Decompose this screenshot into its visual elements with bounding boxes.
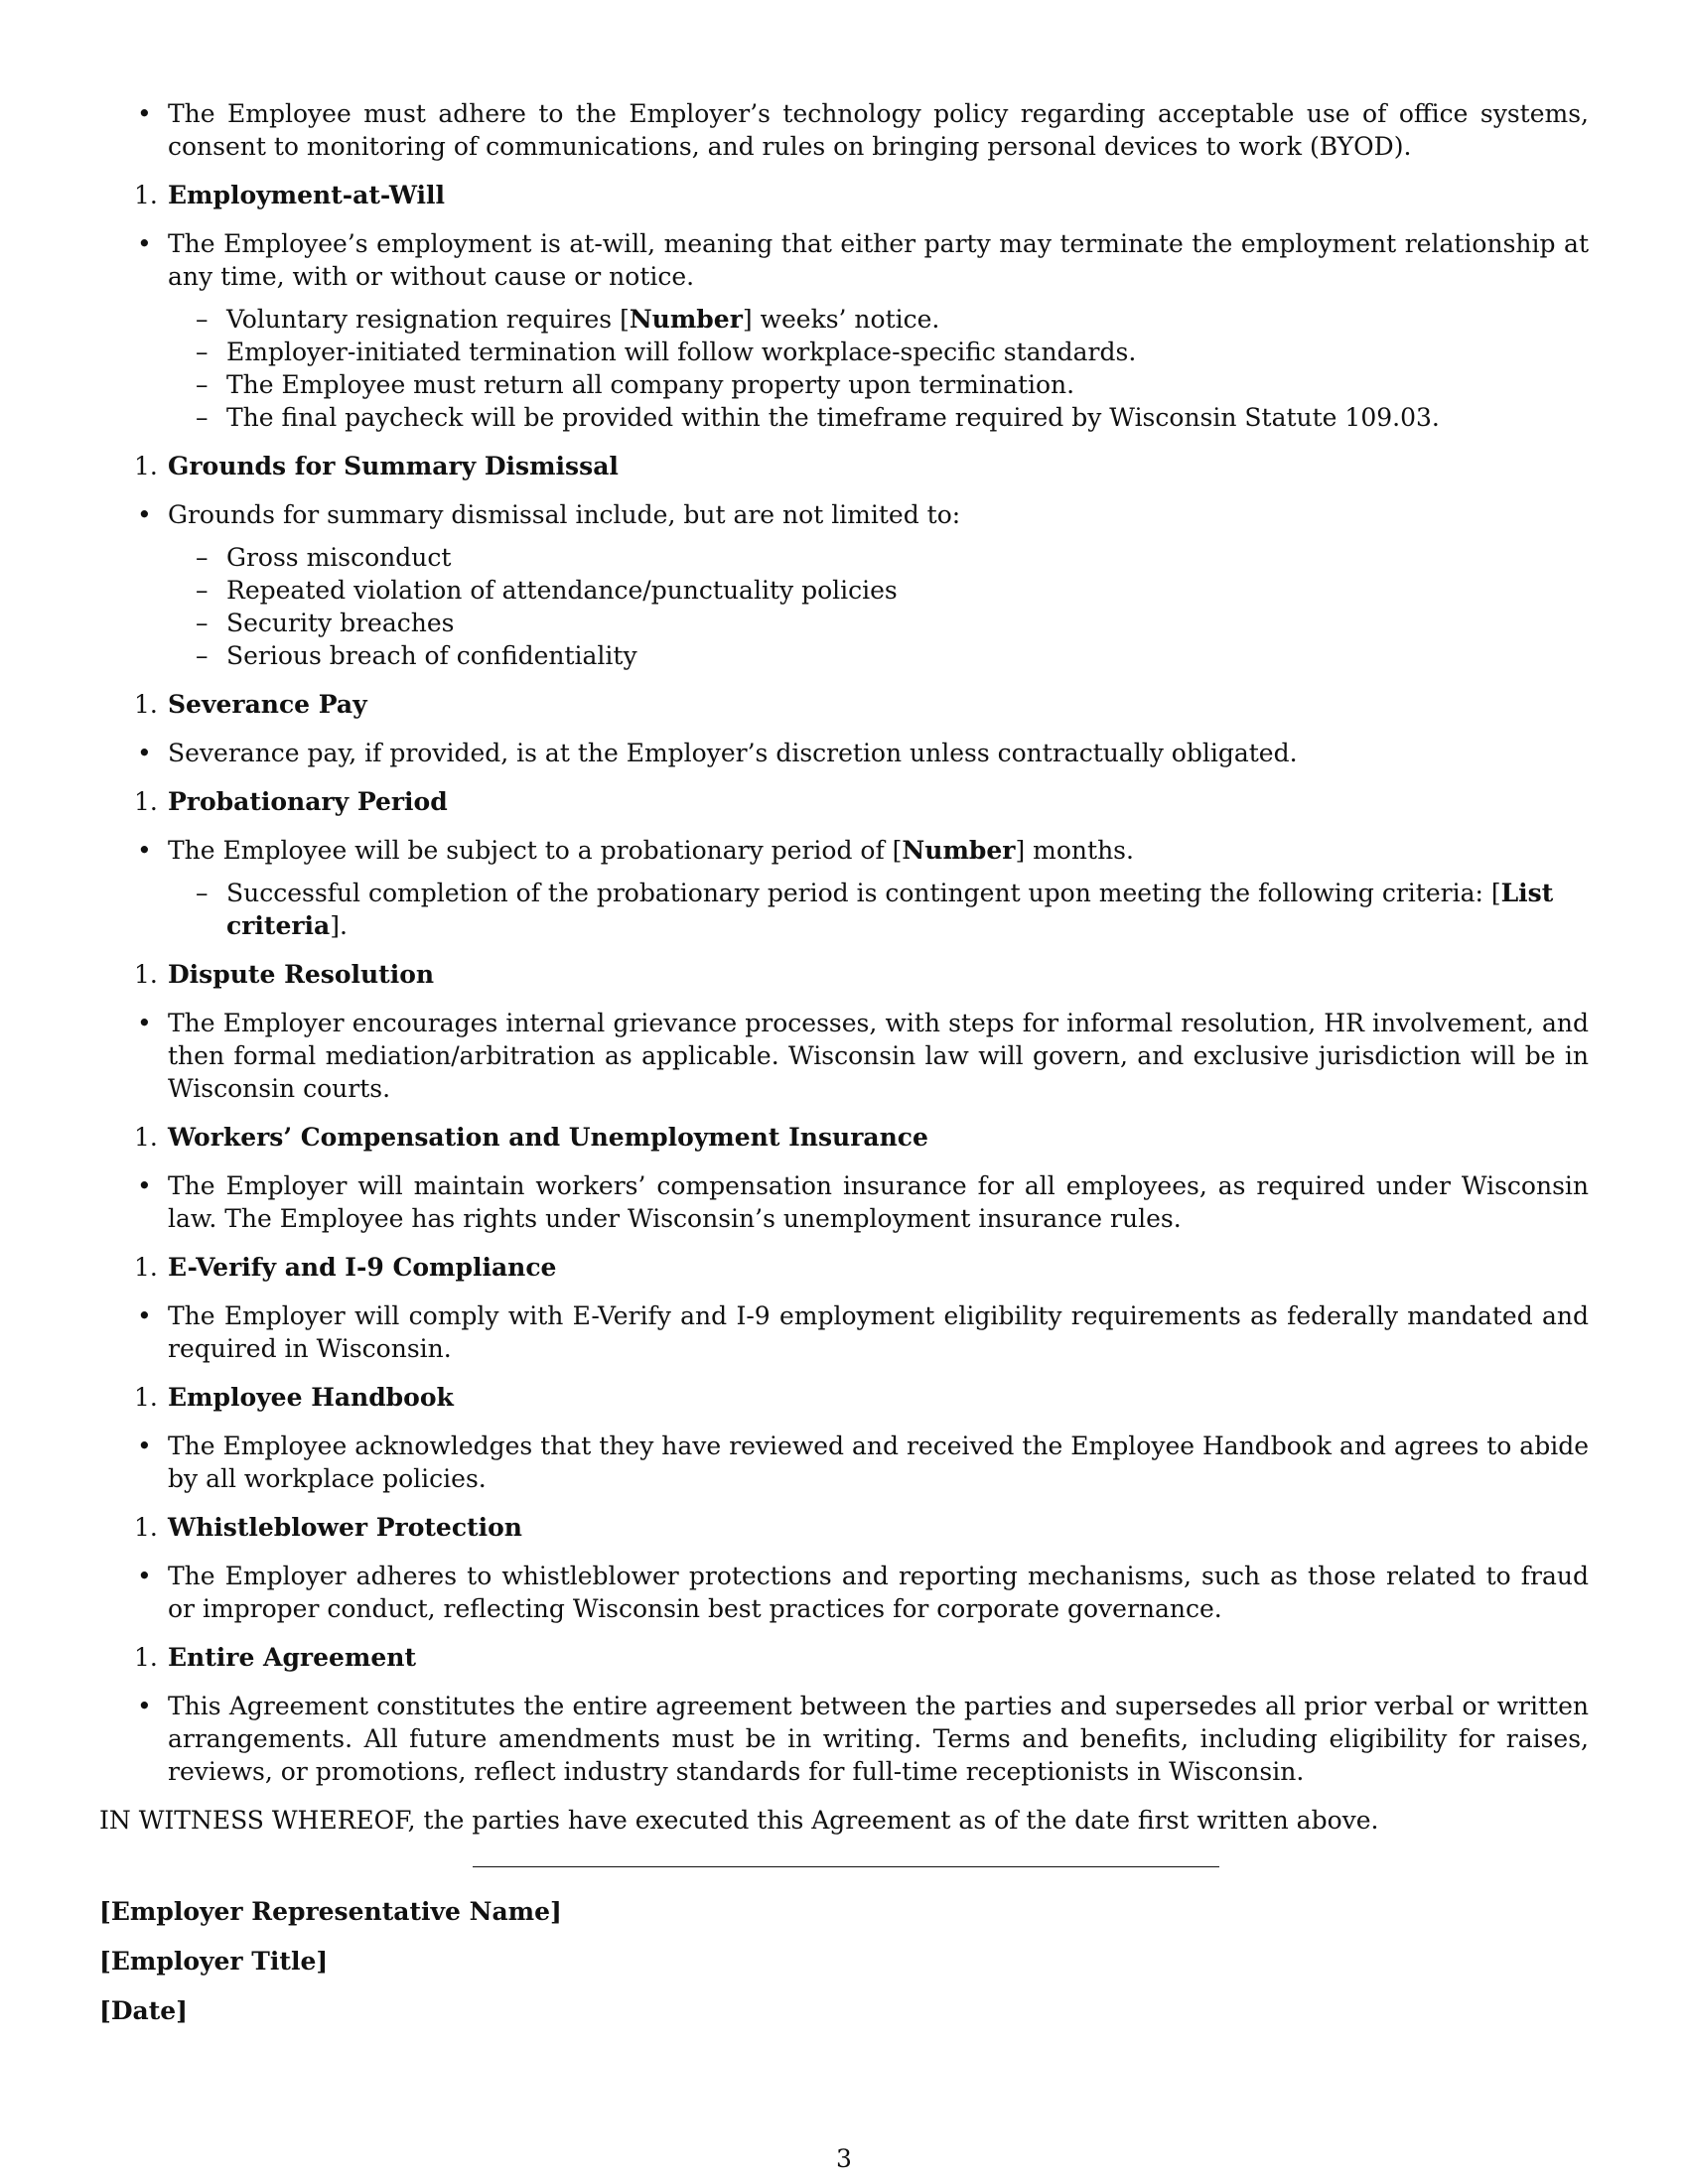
bullet-marker: • xyxy=(137,1432,152,1460)
bullet-marker: • xyxy=(137,1171,152,1200)
sub-text: Repeated violation of attendance/punctuality policies xyxy=(226,576,898,605)
list-number: 1. xyxy=(134,787,158,816)
signature-date: [Date] xyxy=(99,1996,188,2025)
heading-text: Severance Pay xyxy=(168,690,367,719)
bullet-marker: • xyxy=(137,1009,152,1037)
dash-marker: – xyxy=(196,338,209,366)
dash-marker: – xyxy=(196,543,209,572)
dismissal-sub-list xyxy=(99,541,1589,672)
heading-text: Dispute Resolution xyxy=(168,960,435,989)
list-number: 1. xyxy=(134,690,158,719)
bullet-text: The Employer will comply with E-Verify and I-9 employment eligibility requirements as federally mandated and required in Wisconsin. xyxy=(168,1301,1589,1363)
sub-item-confidentiality-breach xyxy=(99,639,1589,672)
bullet-marker: • xyxy=(137,229,152,258)
section-heading-employee-handbook xyxy=(99,1381,1589,1414)
sub-item-probation-criteria xyxy=(99,877,1589,942)
dispute-bullet xyxy=(99,1007,1589,1105)
list-number: 1. xyxy=(134,1123,158,1152)
sub-item-return-property xyxy=(99,368,1589,401)
list-number: 1. xyxy=(134,1513,158,1542)
employer-title: [Employer Title] xyxy=(99,1947,329,1976)
section-heading-entire-agreement xyxy=(99,1641,1589,1674)
heading-text: Employee Handbook xyxy=(168,1383,454,1412)
placeholder-number: Number xyxy=(902,836,1016,865)
section-heading-whistleblower xyxy=(99,1511,1589,1544)
heading-text: Employment-at-Will xyxy=(168,181,446,209)
sub-item-final-paycheck xyxy=(99,401,1589,434)
severance-bullet xyxy=(99,737,1589,769)
bullet-text-pre: The Employee will be subject to a probationary period of [ xyxy=(168,836,903,865)
dash-marker: – xyxy=(196,576,209,605)
bullet-marker: • xyxy=(137,1562,152,1590)
page-number: 3 xyxy=(836,2144,852,2173)
sub-text-post: ]. xyxy=(330,911,348,940)
sub-item-employer-termination xyxy=(99,336,1589,368)
bullet-text: The Employer will maintain workers’ compensation insurance for all employees, as required under Wisconsin law. The Employee has rights under Wisconsin’s unemployment insurance rules. xyxy=(168,1171,1589,1233)
sub-item-attendance-violation xyxy=(99,574,1589,607)
document-page xyxy=(99,97,1589,2044)
employer-representative-name: [Employer Representative Name] xyxy=(99,1897,562,1926)
section-heading-dispute-resolution xyxy=(99,958,1589,991)
at-will-bullet xyxy=(99,227,1589,293)
sub-text: Security breaches xyxy=(226,609,455,637)
bullet-text: The Employee must adhere to the Employer’s technology policy regarding acceptable use of office systems, consent to monitoring of communications, and rules on bringing personal devices to work (BYOD). xyxy=(168,99,1589,161)
bullet-marker: • xyxy=(137,836,152,865)
heading-text: Whistleblower Protection xyxy=(168,1513,522,1542)
bullet-text: The Employer encourages internal grievance processes, with steps for informal resolution, HR involvement, and then formal mediation/arbitration as applicable. Wisconsin law will govern, and exclusive jurisdiction will be in Wisconsin courts. xyxy=(168,1009,1589,1103)
dash-marker: – xyxy=(196,370,209,399)
witness-statement: IN WITNESS WHEREOF, the parties have executed this Agreement as of the date first written above. xyxy=(99,1806,1379,1835)
section-heading-everify xyxy=(99,1251,1589,1284)
bullet-marker: • xyxy=(137,739,152,767)
sub-text-pre: Voluntary resignation requires [ xyxy=(226,305,630,334)
bullet-marker: • xyxy=(137,500,152,529)
section-heading-probationary-period xyxy=(99,785,1589,818)
sub-text: The Employee must return all company property upon termination. xyxy=(226,370,1075,399)
section-heading-employment-at-will xyxy=(99,179,1589,211)
dismissal-bullet xyxy=(99,498,1589,531)
bullet-text: The Employer adheres to whistleblower protections and reporting mechanisms, such as those related to fraud or improper conduct, reflecting Wisconsin best practices for corporate governance. xyxy=(168,1562,1589,1623)
sub-text-post: ] weeks’ notice. xyxy=(742,305,940,334)
sub-item-security-breaches xyxy=(99,607,1589,639)
bullet-text: Grounds for summary dismissal include, but are not limited to: xyxy=(168,500,961,529)
technology-policy-bullet xyxy=(99,97,1589,163)
sub-text: Serious breach of confidentiality xyxy=(226,641,637,670)
heading-text: E-Verify and I-9 Compliance xyxy=(168,1253,557,1282)
dash-marker: – xyxy=(196,403,209,432)
section-heading-workers-compensation xyxy=(99,1121,1589,1154)
list-number: 1. xyxy=(134,1643,158,1672)
bullet-marker: • xyxy=(137,1692,152,1720)
list-number: 1. xyxy=(134,960,158,989)
at-will-sub-list xyxy=(99,303,1589,434)
list-number: 1. xyxy=(134,181,158,209)
bullet-marker: • xyxy=(137,1301,152,1330)
list-number: 1. xyxy=(134,452,158,480)
dash-marker: – xyxy=(196,305,209,334)
probation-bullet xyxy=(99,834,1589,867)
section-heading-summary-dismissal xyxy=(99,450,1589,482)
entire-agreement-bullet xyxy=(99,1690,1589,1788)
placeholder-number: Number xyxy=(629,305,743,334)
signature-line xyxy=(473,1866,1219,1867)
placeholder-criteria: List criteria xyxy=(226,879,1554,940)
sub-text: Employer-initiated termination will follow workplace-specific standards. xyxy=(226,338,1137,366)
dash-marker: – xyxy=(196,641,209,670)
list-number: 1. xyxy=(134,1383,158,1412)
list-number: 1. xyxy=(134,1253,158,1282)
handbook-bullet xyxy=(99,1430,1589,1495)
sub-item-gross-misconduct xyxy=(99,541,1589,574)
whistleblower-bullet xyxy=(99,1560,1589,1625)
heading-text: Workers’ Compensation and Unemployment Insurance xyxy=(168,1123,928,1152)
sub-text: The final paycheck will be provided within the timeframe required by Wisconsin Statute 109.03. xyxy=(226,403,1440,432)
everify-bullet xyxy=(99,1299,1589,1365)
dash-marker: – xyxy=(196,609,209,637)
sub-text: Gross misconduct xyxy=(226,543,452,572)
dash-marker: – xyxy=(196,879,209,907)
bullet-text: The Employee’s employment is at-will, meaning that either party may terminate the employment relationship at any time, with or without cause or notice. xyxy=(168,229,1589,291)
bullet-text: Severance pay, if provided, is at the Employer’s discretion unless contractually obligated. xyxy=(168,739,1298,767)
sub-text-pre: Successful completion of the probationary period is contingent upon meeting the following criteria: [ xyxy=(226,879,1501,907)
heading-text: Probationary Period xyxy=(168,787,448,816)
bullet-text: This Agreement constitutes the entire agreement between the parties and supersedes all prior verbal or written arrangements. All future amendments must be in writing. Terms and benefits, including eligibility for raises, reviews, or promotions, reflect industry standards for full-time receptionists in Wisconsin. xyxy=(168,1692,1589,1786)
heading-text: Entire Agreement xyxy=(168,1643,416,1672)
section-heading-severance-pay xyxy=(99,688,1589,721)
bullet-marker: • xyxy=(137,99,152,128)
bullet-text-post: ] months. xyxy=(1015,836,1134,865)
probation-sub-list xyxy=(99,877,1589,942)
sub-item-resignation xyxy=(99,303,1589,336)
bullet-text: The Employee acknowledges that they have reviewed and received the Employee Handbook and agrees to abide by all workplace policies. xyxy=(168,1432,1589,1493)
heading-text: Grounds for Summary Dismissal xyxy=(168,452,619,480)
workers-comp-bullet xyxy=(99,1169,1589,1235)
